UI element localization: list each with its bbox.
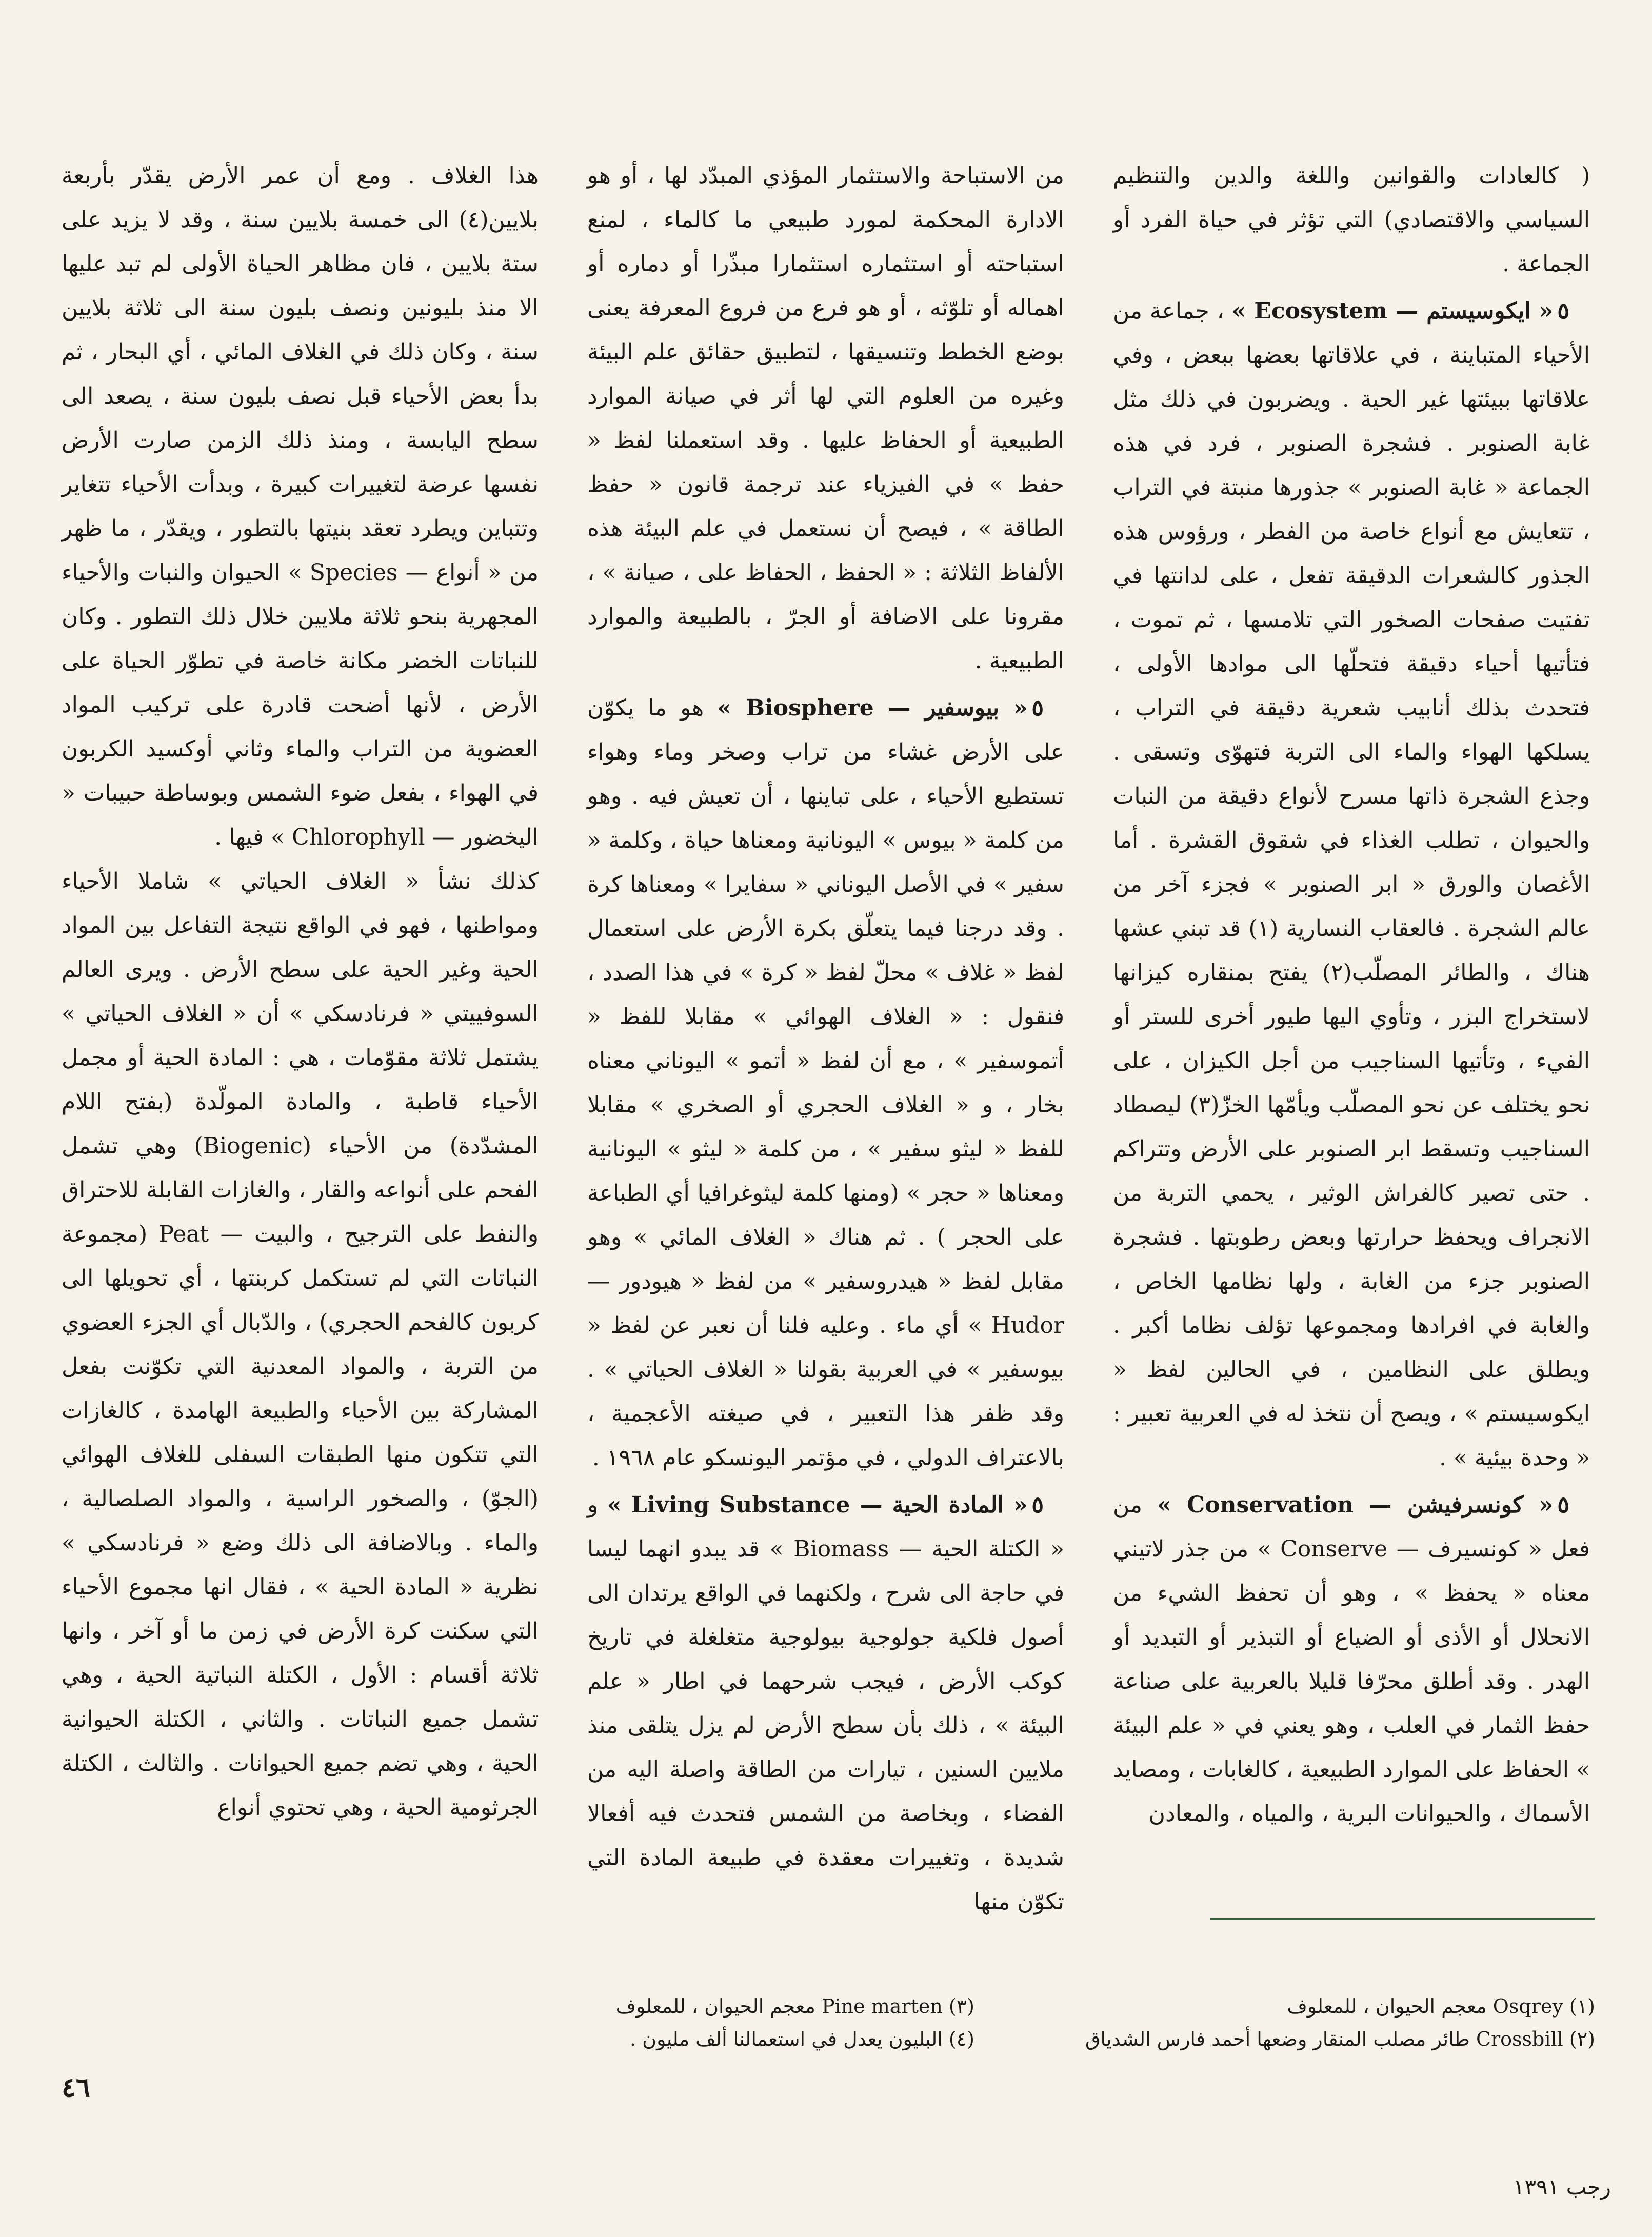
footnotes-right [1041, 1990, 1595, 2055]
paragraph [62, 154, 539, 860]
paragraph-text: و « الكتلة الحية — Biomass » قد يبدو انهما ليسا في حاجة الى شرح ، ولكنهما في الواقع يرتدان الى أصول فلكية جولوجية بيولوجية متغلغلة في تاريخ كوكب الأرض ، فيجب شرحهما في اطار « علم البيئة » ، ذلك بأن سطح الأرض لم يزل يتلقى منذ ملايين السنين ، تيارات من الطاقة واصلة اليه من الفضاء ، وبخاصة من الشمس فتحدث فيه أفعالا شديدة ، وتغييرات معقدة في طبيعة المادة التي تكوّن منها [587, 1492, 1064, 1915]
footnote-3: (٣) Pine marten معجم الحيوان ، للمعلوف [615, 1995, 974, 2018]
paragraph [587, 686, 1064, 1480]
article-column-right [1113, 154, 1590, 1862]
entry-term: « المادة الحية — Living Substance » [607, 1492, 1028, 1518]
footnotes-left [421, 1990, 974, 2055]
paragraph-text: من فعل « كونسيرف — Conserve » من جذر لاتيني معناه « يحفظ » ، وهو أن تحفظ الشيء من الانحلال أو الأذى أو الضياع أو التبذير أو التبديد أو الهدر . وقد أطلق محرّفا قليلا بالعربية على صناعة حفظ الثمار في العلب ، وهو يعني في « علم البيئة » الحفاظ على الموارد الطبيعية ، كالغابات ، ومصايد الأسماك ، والحيوانات البرية ، والمياه ، والمعادن [1113, 1492, 1590, 1827]
paragraph-text: ( كالعادات والقوانين واللغة والدين والتنظيم السياسي والاقتصادي) التي تؤثر في حياة الفرد أو الجماعة . [1113, 163, 1590, 277]
entry-term: « بيوسفير — Biosphere » [717, 695, 1028, 721]
footnote-divider [1210, 1918, 1595, 1920]
paragraph-text: هذا الغلاف . ومع أن عمر الأرض يقدّر بأربعة بلايين(٤) الى خمسة بلايين سنة ، وقد لا يزيد على ستة بلايين ، فان مظاهر الحياة الأولى لم تبد عليها الا منذ بليونين ونصف بليون سنة الى ثلاثة بلايين سنة ، وكان ذلك في الغلاف المائي ، أي البحار ، ثم بدأ بعض الأحياء قبل نصف بليون سنة ، يصعد الى سطح اليابسة ، ومنذ ذلك الزمن صارت الأرض نفسها عرضة لتغييرات كبيرة ، وبدأت الأحياء تتغاير وتتباين ويطرد تعقد بنيتها بالتطور ، ويقدّر ، ما ظهر من « أنواع — Species » الحيوان والنبات والأحياء المجهرية بنحو ثلاثة ملايين خلال ذلك التطور . وكان للنباتات الخضر مكانة خاصة في تطوّر الحياة على الأرض ، لأنها أضحت قادرة على تركيب المواد العضوية من التراب والماء وثاني أوكسيد الكربون في الهواء ، بفعل ضوء الشمس وبوساطة حبيبات « اليخضور — Chlorophyll » فيها . [62, 163, 539, 850]
paragraph [1113, 154, 1590, 286]
footnotes [421, 1990, 1595, 2055]
footnote-1: (١) Osqrey معجم الحيوان ، للمعلوف [1287, 1995, 1595, 2018]
paragraph-text: من الاستباحة والاستثمار المؤذي المبدّد لها ، أو هو الادارة المحكمة لمورد طبيعي ما كالماء ، لمنع استباحته أو استثماره استثمارا مبذّرا أو دماره أو اهماله أو تلوّثه ، أو هو فرع من فروع المعرفة يعنى بوضع الخطط وتنسيقها ، لتطبيق حقائق علم البيئة وغيره من العلوم التي لها أثر في صيانة الموارد الطبيعية أو الحفاظ عليها . وقد استعملنا لفظ « حفظ » في الفيزياء عند ترجمة قانون « حفظ الطاقة » ، فيصح أن نستعمل في علم البيئة هذه الألفاظ الثلاثة : « الحفظ ، الحفاظ على ، صيانة » ، مقرونا على الاضافة أو الجرّ ، بالطبيعة والموارد الطبيعية . [587, 163, 1065, 674]
paragraph [1113, 1483, 1590, 1836]
footnote-2: (٢) Crossbill طائر مصلب المنقار وضعها أحمد فارس الشدياق [1085, 2028, 1595, 2050]
article-column-left [62, 154, 539, 1862]
article-columns [62, 154, 1590, 1915]
issue-date: رجب ١٣٩١ [1513, 2174, 1611, 2200]
paragraph [587, 1483, 1064, 1924]
entry-bullet: ٥ [1557, 1492, 1569, 1518]
article-column-middle [587, 154, 1065, 1915]
entry-bullet: ٥ [1031, 1492, 1044, 1518]
entry-term: « كونسرفيشن — Conservation » [1157, 1492, 1554, 1518]
paragraph [62, 860, 539, 1830]
paragraph-text: كذلك نشأ « الغلاف الحياتي » شاملا الأحياء ومواطنها ، فهو في الواقع نتيجة التفاعل بين المواد الحية وغير الحية على سطح الأرض . ويرى العالم السوفييتي « فرنادسكي » أن « الغلاف الحياتي » يشتمل ثلاثة مقوّمات ، هي : المادة الحية أو مجمل الأحياء قاطبة ، والمادة المولّدة (بفتح اللام المشدّدة) من الأحياء (Biogenic) وهي تشمل الفحم على أنواعه والقار ، والغازات القابلة للاحتراق والنفط على الترجيح ، والبيت — Peat (مجموعة النباتات التي لم تستكمل كربنتها ، أي تحويلها الى كربون كالفحم الحجري) ، والدّبال أي الجزء العضوي من التربة ، والمواد المعدنية التي تكوّنت بفعل المشاركة بين الأحياء والطبيعة الهامدة ، كالغازات التي تتكون منها الطبقات السفلى للغلاف الهوائي (الجوّ) ، والصخور الراسية ، والمواد الصلصالية ، والماء . وبالاضافة الى ذلك وضع « فرنادسكي » نظرية « المادة الحية » ، فقال انها مجموع الأحياء التي سكنت كرة الأرض في زمن ما أو آخر ، وانها ثلاثة أقسام : الأول ، الكتلة النباتية الحية ، وهي تشمل جميع النباتات . والثاني ، الكتلة الحيوانية الحية ، وهي تضم جميع الحيوانات . والثالث ، الكتلة الجرثومية الحية ، وهي تحتوي أنواع [62, 868, 539, 1821]
entry-term: « ايكوسيستم — Ecosystem » [1231, 298, 1554, 324]
entry-bullet: ٥ [1031, 695, 1044, 721]
entry-bullet: ٥ [1557, 298, 1569, 324]
paragraph-text: هو ما يكوّن على الأرض غشاء من تراب وصخر وماء وهواء تستطيع الأحياء ، على تباينها ، أن تعيش فيه . وهو من كلمة « بيوس » اليونانية ومعناها حياة ، وكلمة « سفير » في الأصل اليوناني « سفايرا » ومعناها كرة . وقد درجنا فيما يتعلّق بكرة الأرض على استعمال لفظ « غلاف » محلّ لفظ « كرة » في هذا الصدد ، فنقول : « الغلاف الهوائي » مقابلا للفظ « أتموسفير » ، مع أن لفظ « أتمو » اليوناني معناه بخار ، و « الغلاف الحجري أو الصخري » مقابلا للفظ « ليثو سفير » ، من كلمة « ليثو » اليونانية ومعناها « حجر » (ومنها كلمة ليثوغرافيا أي الطباعة على الحجر ) . ثم هناك « الغلاف المائي » وهو مقابل لفظ « هيدروسفير » من لفظ « هيودور — Hudor » أي ماء . وعليه فلنا أن نعبر عن لفظ « بيوسفير » في العربية بقولنا « الغلاف الحياتي » . وقد ظفر هذا التعبير ، في صيغته الأعجمية ، بالاعتراف الدولي ، في مؤتمر اليونسكو عام ١٩٦٨ . [587, 695, 1064, 1471]
footnote-4: (٤) البليون يعدل في استعمالنا ألف مليون . [630, 2028, 974, 2050]
page-number: ٤٦ [62, 2072, 90, 2103]
paragraph [1113, 289, 1590, 1480]
paragraph [587, 154, 1064, 683]
paragraph-text: ، جماعة من الأحياء المتباينة ، في علاقاتها بعضها ببعض ، وفي علاقاتها ببيئتها غير الحية . ويضربون في ذلك مثل غابة الصنوبر . فشجرة الصنوبر ، فرد في هذه الجماعة « غابة الصنوبر » جذورها منبتة في التراب ، تتعايش مع أنواع خاصة من الفطر ، ورؤوس هذه الجذور كالشعرات الدقيقة تفعل ، على لدانتها في تفتيت صفحات الصخور التي تلامسها ، ثم تموت ، فتأتيها أحياء دقيقة فتحلّها الى موادها الأولى ، فتحدث بذلك أنابيب شعرية دقيقة في التراب ، يسلكها الهواء والماء الى التربة فتهوّى وتسقى . وجذع الشجرة ذاتها مسرح لأنواع دقيقة من النبات والحيوان ، تطلب الغذاء في شقوق القشرة . أما الأغصان والورق « ابر الصنوبر » فجزء آخر من عالم الشجرة . فالعقاب النسارية (١) قد تبني عشها هناك ، والطائر المصلّب(٢) يفتح بمنقاره كيزانها لاستخراج البزر ، وتأوي اليها طيور أخرى للستر أو الفيء ، وتأتيها السناجيب من أجل الكيزان ، على نحو يختلف عن نحو المصلّب ويأمّها الخزّ(٣) ليصطاد السناجيب وتسقط ابر الصنوبر على الأرض وتتراكم . حتى تصير كالفراش الوثير ، يحمي التربة من الانجراف ويحفظ حرارتها وبعض رطوبتها . فشجرة الصنوبر جزء من الغابة ، ولها نظامها الخاص ، والغابة في افرادها ومجموعها تؤلف نظاما أكبر . ويطلق على النظامين ، في الحالين لفظ « ايكوسيستم » ، ويصح أن نتخذ له في العربية تعبير : « وحدة بيئية » . [1113, 298, 1590, 1471]
